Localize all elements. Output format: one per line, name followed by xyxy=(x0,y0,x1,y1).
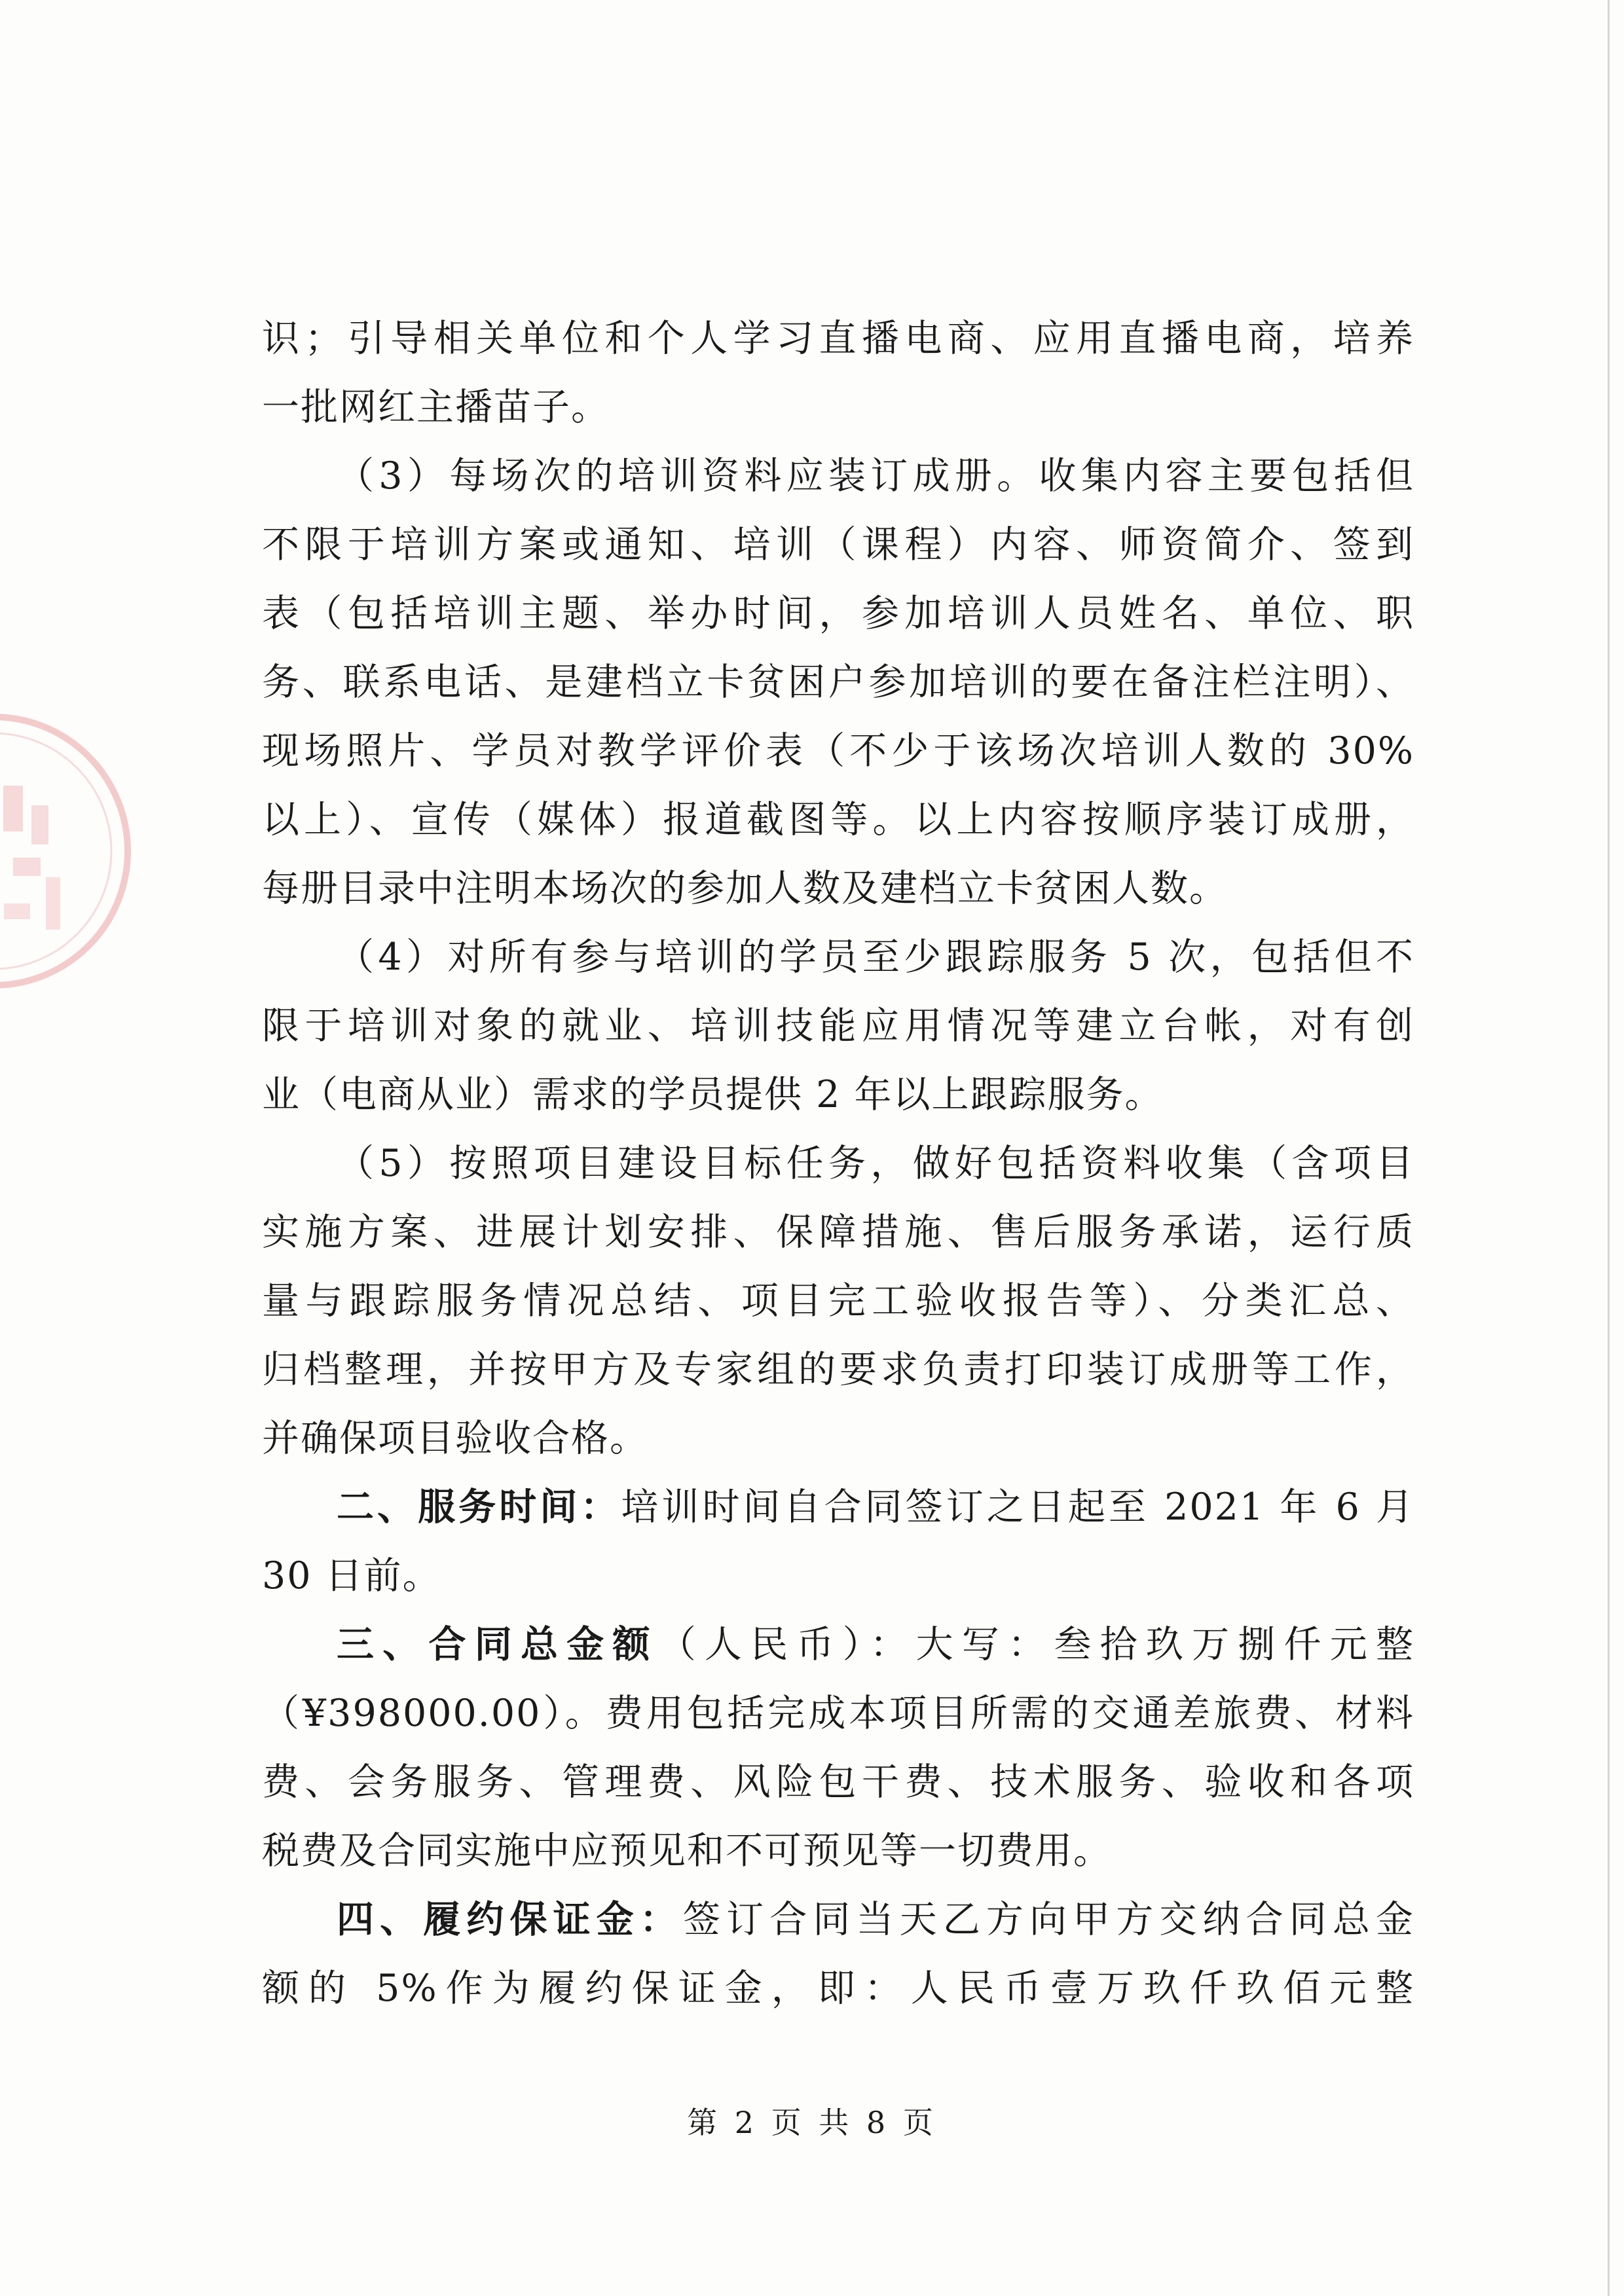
body-line: （4）对所有参与培训的学员至少跟踪服务 5 次，包括但不 xyxy=(337,936,1414,979)
body-line: 限于培训对象的就业、培训技能应用情况等建立台帐，对有创 xyxy=(262,1004,1414,1048)
body-line: 额的 5%作为履约保证金，即：人民币壹万玖仟玖佰元整 xyxy=(262,1967,1414,2010)
body-line: 业（电商从业）需求的学员提供 2 年以上跟踪服务。 xyxy=(262,1073,1164,1116)
body-line: （3）每场次的培训资料应装订成册。收集内容主要包括但 xyxy=(337,454,1414,498)
body-line: 并确保项目验收合格。 xyxy=(262,1417,648,1460)
red-seal-stamp xyxy=(0,707,138,995)
body-line: 一批网红主播苗子。 xyxy=(262,386,610,429)
body-line: 务、联系电话、是建档立卡贫困户参加培训的要在备注栏注明）、 xyxy=(262,661,1414,704)
document-body xyxy=(262,304,1414,2023)
section-contract-amount xyxy=(262,1611,1414,1679)
scan-edge-line xyxy=(1608,0,1610,2296)
section-text: 签订合同当天乙方向甲方交纳合同总金 xyxy=(683,1898,1414,1941)
body-line: 以上）、宣传（媒体）报道截图等。以上内容按顺序装订成册， xyxy=(262,798,1414,841)
body-line: 税费及合同实施中应预见和不可预见等一切费用。 xyxy=(262,1829,1112,1872)
body-line: 识；引导相关单位和个人学习直播电商、应用直播电商，培养 xyxy=(262,317,1414,360)
body-line: （5）按照项目建设目标任务，做好包括资料收集（含项目 xyxy=(337,1142,1414,1185)
body-line: （¥398000.00）。费用包括完成本项目所需的交通差旅费、材料 xyxy=(262,1692,1414,1735)
body-line: 每册目录中注明本场次的参加人数及建档立卡贫困人数。 xyxy=(262,867,1228,910)
section-text: （人民币）：大写：叁拾玖万捌仟元整 xyxy=(658,1623,1414,1666)
body-line: 现场照片、学员对教学评价表（不少于该场次培训人数的 30% xyxy=(262,729,1414,773)
section-heading: 四、履约保证金： xyxy=(337,1898,683,1941)
body-line: 归档整理，并按甲方及专家组的要求负责打印装订成册等工作， xyxy=(262,1348,1414,1391)
section-heading: 二、服务时间： xyxy=(337,1485,621,1529)
page-number-footer: 第 2 页 共 8 页 xyxy=(687,2105,937,2140)
section-text: 培训时间自合同签订之日起至 2021 年 6 月 xyxy=(621,1485,1414,1529)
section-service-time xyxy=(262,1473,1414,1542)
body-line: 实施方案、进展计划安排、保障措施、售后服务承诺，运行质 xyxy=(262,1211,1414,1254)
body-line: 表（包括培训主题、举办时间，参加培训人员姓名、单位、职 xyxy=(262,592,1414,635)
section-heading: 三、合同总金额 xyxy=(337,1623,659,1666)
body-line: 费、会务服务、管理费、风险包干费、技术服务、验收和各项 xyxy=(262,1760,1414,1804)
body-line: 30 日前。 xyxy=(262,1554,441,1597)
section-performance-bond xyxy=(262,1886,1414,1954)
body-line: 不限于培训方案或通知、培训（课程）内容、师资简介、签到 xyxy=(262,523,1414,566)
body-line: 量与跟踪服务情况总结、项目完工验收报告等）、分类汇总、 xyxy=(262,1279,1414,1322)
